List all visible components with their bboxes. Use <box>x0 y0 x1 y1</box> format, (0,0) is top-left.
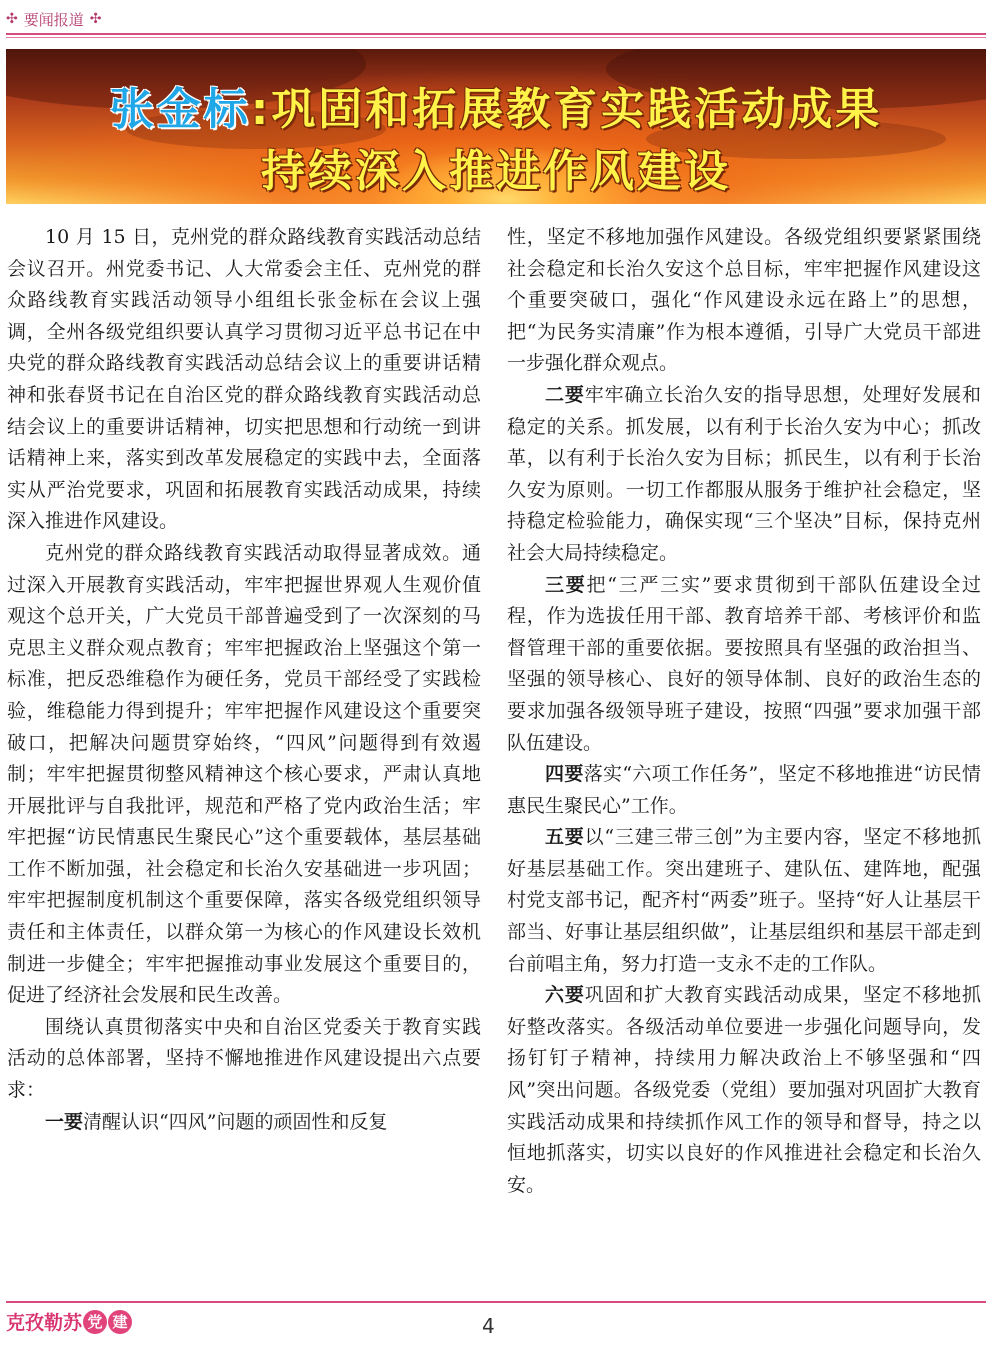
paragraph <box>7 1107 481 1139</box>
requirement-lead: 五要 <box>545 826 585 849</box>
brand-circle: 建 <box>108 1310 132 1334</box>
paragraph-text: 牢牢确立长治久安的指导思想，处理好发展和稳定的关系。抓发展，以有利于长治久安为中心；抓改革，以有利于长治久安为目标；抓民生，以有利于长治久安为原则。一切工作都服从服务于维护社会稳定，坚持稳定检验能力，确保实现“三个坚决”目标，保持克州社会大局持续稳定。 <box>507 383 981 564</box>
footer-divider <box>6 1301 986 1303</box>
paragraph: 性，坚定不移地加强作风建设。各级党组织要紧紧围绕社会稳定和长治久安这个总目标，牢牢把握作风建设这个重要突破口，强化“作风建设永远在路上”的思想，把“为民务实清廉”作为根本遵循，引导广大党员干部进一步强化群众观点。 <box>507 226 981 375</box>
paragraph-text: 落实“六项工作任务”，坚定不移地推进“访民情惠民生聚民心”工作。 <box>507 763 981 817</box>
title-banner <box>6 49 986 204</box>
paragraph <box>507 380 981 570</box>
brand-text: 克孜勒苏 <box>6 1312 83 1334</box>
paragraph: 围绕认真贯彻落实中央和自治区党委关于教育实践活动的总体部署，坚持不懈地推进作风建设提出六点要求： <box>7 1015 481 1102</box>
paragraph <box>507 570 981 760</box>
section-header <box>6 6 101 32</box>
title-separator: : <box>250 84 272 135</box>
article-title-line1 <box>6 73 986 137</box>
header-divider-thin <box>6 37 986 38</box>
requirement-lead: 一要 <box>45 1110 84 1133</box>
title-main: 巩固和拓展教育实践活动成果 <box>271 84 883 135</box>
paragraph <box>507 759 981 822</box>
cross-ornament-icon: ✣ <box>6 11 18 27</box>
article-column-left <box>7 222 481 1138</box>
requirement-lead: 四要 <box>545 763 584 786</box>
requirement-lead: 六要 <box>545 984 585 1007</box>
article-title-line2: 持续深入推进作风建设 <box>261 146 731 197</box>
cross-ornament-icon: ✣ <box>89 11 102 27</box>
paragraph: 克州党的群众路线教育实践活动取得显著成效。通过深入开展教育实践活动，牢牢把握世界观人生观价值观这个总开关，广大党员干部普遍受到了一次深刻的马克思主义群众观点教育；牢牢把握政治上坚强这个第一标准，把反恐维稳作为硬任务，党员干部经受了实践检验，维稳能力得到提升；牢牢把握作风建设这个重要突破口，把解决问题贯穿始终，“四风”问题得到有效遏制；牢牢把握贯彻整风精神这个核心要求，严肃认真地开展批评与自我批评，规范和严格了党内政治生活；牢牢把握“访民情惠民生聚民心”这个重要载体，基层基础工作不断加强，社会稳定和长治久安基础进一步巩固；牢牢把握制度机制这个重要保障，落实各级党组织领导责任和主体责任，以群众第一为核心的作风建设长效机制进一步健全；牢牢把握推动事业发展这个重要目的，促进了经济社会发展和民生改善。 <box>7 541 481 1007</box>
paragraph-text: 清醒认识“四风”问题的顽固性和反复 <box>83 1110 388 1133</box>
section-label: 要闻报道 <box>23 10 84 29</box>
paragraph-text: 把“三严三实”要求贯彻到干部队伍建设全过程，作为选拔任用干部、教育培养干部、考核评价和监督管理干部的重要依据。要按照具有坚强的政治担当、坚强的领导核心、良好的领导体制、良好的政治生态的要求加强各级领导班子建设，按照“四强”要求加强干部队伍建设。 <box>507 573 981 754</box>
brand-circle: 党 <box>83 1310 107 1334</box>
footer-brand-logo <box>6 1308 132 1335</box>
requirement-lead: 三要 <box>545 573 587 596</box>
page-number: 4 <box>482 1314 495 1338</box>
title-person-name: 张金标 <box>109 84 251 135</box>
paragraph-text: 巩固和扩大教育实践活动成果，坚定不移地抓好整改落实。各级活动单位要进一步强化问题导向，发扬钉钉子精神，持续用力解决政治上不够坚强和“四风”突出问题。各级党委（党组）要加强对巩固扩大教育实践活动成果和持续抓作风工作的领导和督导，持之以恒地抓落实，切实以良好的作风推进社会稳定和长治久安。 <box>507 984 981 1196</box>
header-divider <box>6 33 986 35</box>
requirement-lead: 二要 <box>545 383 585 406</box>
paragraph: 10 月 15 日，克州党的群众路线教育实践活动总结会议召开。州党委书记、人大常委会主任、克州党的群众路线教育实践活动领导小组组长张金标在会议上强调，全州各级党组织要认真学习贯彻习近平总书记在中央党的群众路线教育实践活动总结会议上的重要讲话精神和张春贤书记在自治区党的群众路线教育实践活动总结会议上的重要讲话精神，切实把思想和行动统一到讲话精神上来，落实到改革发展稳定的实践中去，全面落实从严治党要求，巩固和拓展教育实践活动成果，持续深入推进作风建设。 <box>7 226 481 533</box>
paragraph <box>507 822 981 980</box>
paragraph-text: 以“三建三带三创”为主要内容，坚定不移地抓好基层基础工作。突出建班子、建队伍、建阵地，配强村党支部书记，配齐村“两委”班子。坚持“好人让基层干部当、好事让基层组织做”，让基层组织和基层干部走到台前唱主角，努力打造一支永不走的工作队。 <box>507 826 981 975</box>
article-column-right <box>507 222 981 1201</box>
paragraph <box>507 980 981 1201</box>
